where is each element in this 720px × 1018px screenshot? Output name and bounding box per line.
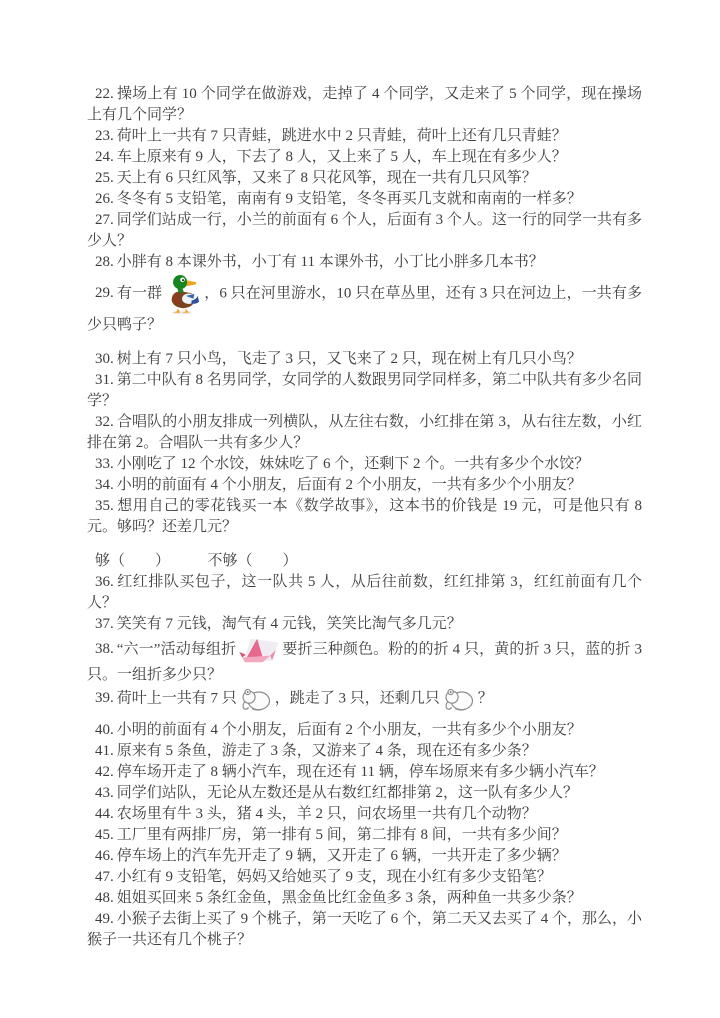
question-number: 28. — [95, 254, 114, 270]
question-text: 停车场上的汽车先开走了 9 辆，又开走了 6 辆，一共开走了多少辆？ — [116, 848, 567, 864]
question-text: ？ — [477, 690, 493, 707]
question-number: 30. — [95, 351, 114, 367]
question-number: 25. — [95, 170, 114, 186]
question-30 — [87, 349, 642, 370]
question-number: 42. — [95, 764, 114, 780]
question-text: 工厂里有两排厂房，第一排有 5 间，第二排有 8 间，一共有多少间？ — [116, 827, 567, 843]
question-text: 小明的前面有 4 个小朋友，后面有 2 个小朋友，一共有多少个小朋友？ — [116, 477, 582, 493]
question-number: 48. — [95, 890, 114, 906]
question-text: 同学们站成一行，小兰的前面有 6 个人，后面有 3 个人。这一行的同学一共有多少人？ — [87, 212, 642, 249]
question-27 — [87, 210, 642, 252]
question-text: 车上原来有 9 人，下去了 8 人，又上来了 5 人，车上现在有多少人？ — [116, 149, 567, 165]
question-text: 笑笑有 7 元钱，淘气有 4 元钱，笑笑比淘气多几元？ — [116, 616, 462, 632]
question-29 — [87, 273, 642, 336]
question-26 — [87, 189, 642, 210]
question-text: 天上有 6 只红风筝，又来了 8 只花风筝，现在一共有几只风筝？ — [116, 170, 537, 186]
question-text: 想用自己的零花钱买一本《数学故事》，这本书的价钱是 19 元，可是他只有 8 元。够吗？还差几元？ — [87, 498, 642, 535]
question-number: 49. — [95, 911, 114, 927]
question-text: 够（ ） 不够（ ） — [95, 553, 298, 569]
question-text: 冬冬有 5 支铅笔，南南有 9 支铅笔，冬冬再买几支就和南南的一样多？ — [116, 191, 582, 207]
question-text: 小猴子去街上买了 9 个桃子，第一天吃了 6 个，第二天又去买了 4 个，那么，小猴子一共还有几个桃子？ — [87, 911, 642, 948]
question-number: 22. — [95, 86, 114, 102]
question-36 — [87, 572, 642, 614]
question-text: 小胖有 8 本课外书，小丁有 11 本课外书，小丁比小胖多几本书？ — [116, 254, 544, 270]
question-text: 同学们站队，无论从左数还是从右数红红都排第 2，这一队有多少人？ — [116, 785, 579, 801]
question-number: 39. — [95, 690, 114, 707]
question-48 — [87, 888, 642, 909]
question-24 — [87, 147, 642, 168]
question-number: 44. — [95, 806, 114, 822]
question-49 — [87, 909, 642, 951]
question-text: 停车场开走了 8 辆小汽车，现在还有 11 辆，停车场原来有多少辆小汽车？ — [116, 764, 604, 780]
question-text: 树上有 7 只小鸟，飞走了 3 只，又飞来了 2 只，现在树上有几只小鸟？ — [116, 351, 582, 367]
question-42 — [87, 762, 642, 783]
question-44 — [87, 804, 642, 825]
question-text: 第二中队有 8 名男同学，女同学的人数跟男同学同样多，第二中队共有多少名同学？ — [87, 372, 642, 409]
question-text: ，跳走了 3 只，还剩几只 — [274, 690, 440, 707]
question-38 — [87, 635, 642, 686]
question-text: “六一”活动每组折 — [116, 641, 237, 658]
question-text: 红红排队买包子，这一队共 5 人，从后往前数，红红排第 3，红红前面有几个人？ — [87, 574, 642, 611]
question-34 — [87, 475, 642, 496]
question-41 — [87, 741, 642, 762]
question-22 — [87, 84, 642, 126]
question-number: 23. — [95, 128, 114, 144]
question-23 — [87, 126, 642, 147]
question-45 — [87, 825, 642, 846]
question-number: 24. — [95, 149, 114, 165]
question-text: 荷叶上一共有 7 只青蛙，跳进水中 2 只青蛙，荷叶上还有几只青蛙？ — [116, 128, 567, 144]
question-47 — [87, 867, 642, 888]
question-number: 31. — [95, 372, 114, 388]
question-31 — [87, 370, 642, 412]
question-43 — [87, 783, 642, 804]
question-37 — [87, 614, 642, 635]
question-35 — [87, 496, 642, 538]
question-32 — [87, 412, 642, 454]
question-text: 操场上有 10 个同学在做游戏，走掉了 4 个同学，又走来了 5 个同学，现在操场上有几个同学？ — [87, 86, 642, 123]
duck-icon — [165, 273, 201, 315]
question-33 — [87, 454, 642, 475]
question-text: 小刚吃了 12 个水饺，妹妹吃了 6 个，还剩下 2 个。一共有多少个水饺？ — [116, 456, 590, 472]
question-text: 小明的前面有 4 个小朋友，后面有 2 个小朋友，一共有多少个小朋友？ — [116, 722, 582, 738]
question-number: 37. — [95, 616, 114, 632]
question-number: 26. — [95, 191, 114, 207]
question-number: 45. — [95, 827, 114, 843]
question-text: 要折三种颜色。粉的的折 4 只，黄的折 3 只，蓝的折 3 只。一组折多少只？ — [87, 641, 642, 683]
question-number: 43. — [95, 785, 114, 801]
question-number: 27. — [95, 212, 114, 228]
question-text: 姐姐买回来 5 条红金鱼，黑金鱼比红金鱼多 3 条，两种鱼一共多少条？ — [116, 890, 582, 906]
question-39 — [87, 686, 642, 712]
question-text: 农场里有牛 3 头，猪 4 头，羊 2 只，问农场里一共有几个动物？ — [116, 806, 537, 822]
question-46 — [87, 846, 642, 867]
question-40 — [87, 720, 642, 741]
question-text: 原来有 5 条鱼，游走了 3 条，又游来了 4 条，现在还有多少条？ — [116, 743, 537, 759]
question-text: 小红有 9 支铅笔，妈妈又给她买了 9 支，现在小红有多少支铅笔？ — [116, 869, 552, 885]
question-number: 35. — [95, 498, 114, 514]
question-number: 32. — [95, 414, 114, 430]
paper-crane-icon — [239, 635, 279, 665]
question-text: 荷叶上一共有 7 只 — [116, 690, 237, 707]
question-number: 47. — [95, 869, 114, 885]
question-number: 46. — [95, 848, 114, 864]
question-number: 29. — [95, 285, 114, 302]
question-number: 34. — [95, 477, 114, 493]
question-number: 38. — [95, 641, 114, 658]
question-number: 33. — [95, 456, 114, 472]
question-text: 合唱队的小朋友排成一列横队，从左往右数，小红排在第 3，从右往左数，小红排在第 2。合唱队一共有多少人？ — [87, 414, 642, 451]
sufficiency-answer-line — [87, 551, 642, 572]
question-text: ，6 只在河里游水，10 只在草丛里，还有 3 只在河边上，一共有多少只鸭子？ — [87, 285, 642, 333]
question-25 — [87, 168, 642, 189]
frog-icon — [240, 686, 272, 712]
question-number: 41. — [95, 743, 114, 759]
frog-icon — [443, 686, 475, 712]
question-text: 有一群 — [116, 285, 163, 302]
question-28 — [87, 252, 642, 273]
question-number: 36. — [95, 574, 114, 590]
question-number: 40. — [95, 722, 114, 738]
